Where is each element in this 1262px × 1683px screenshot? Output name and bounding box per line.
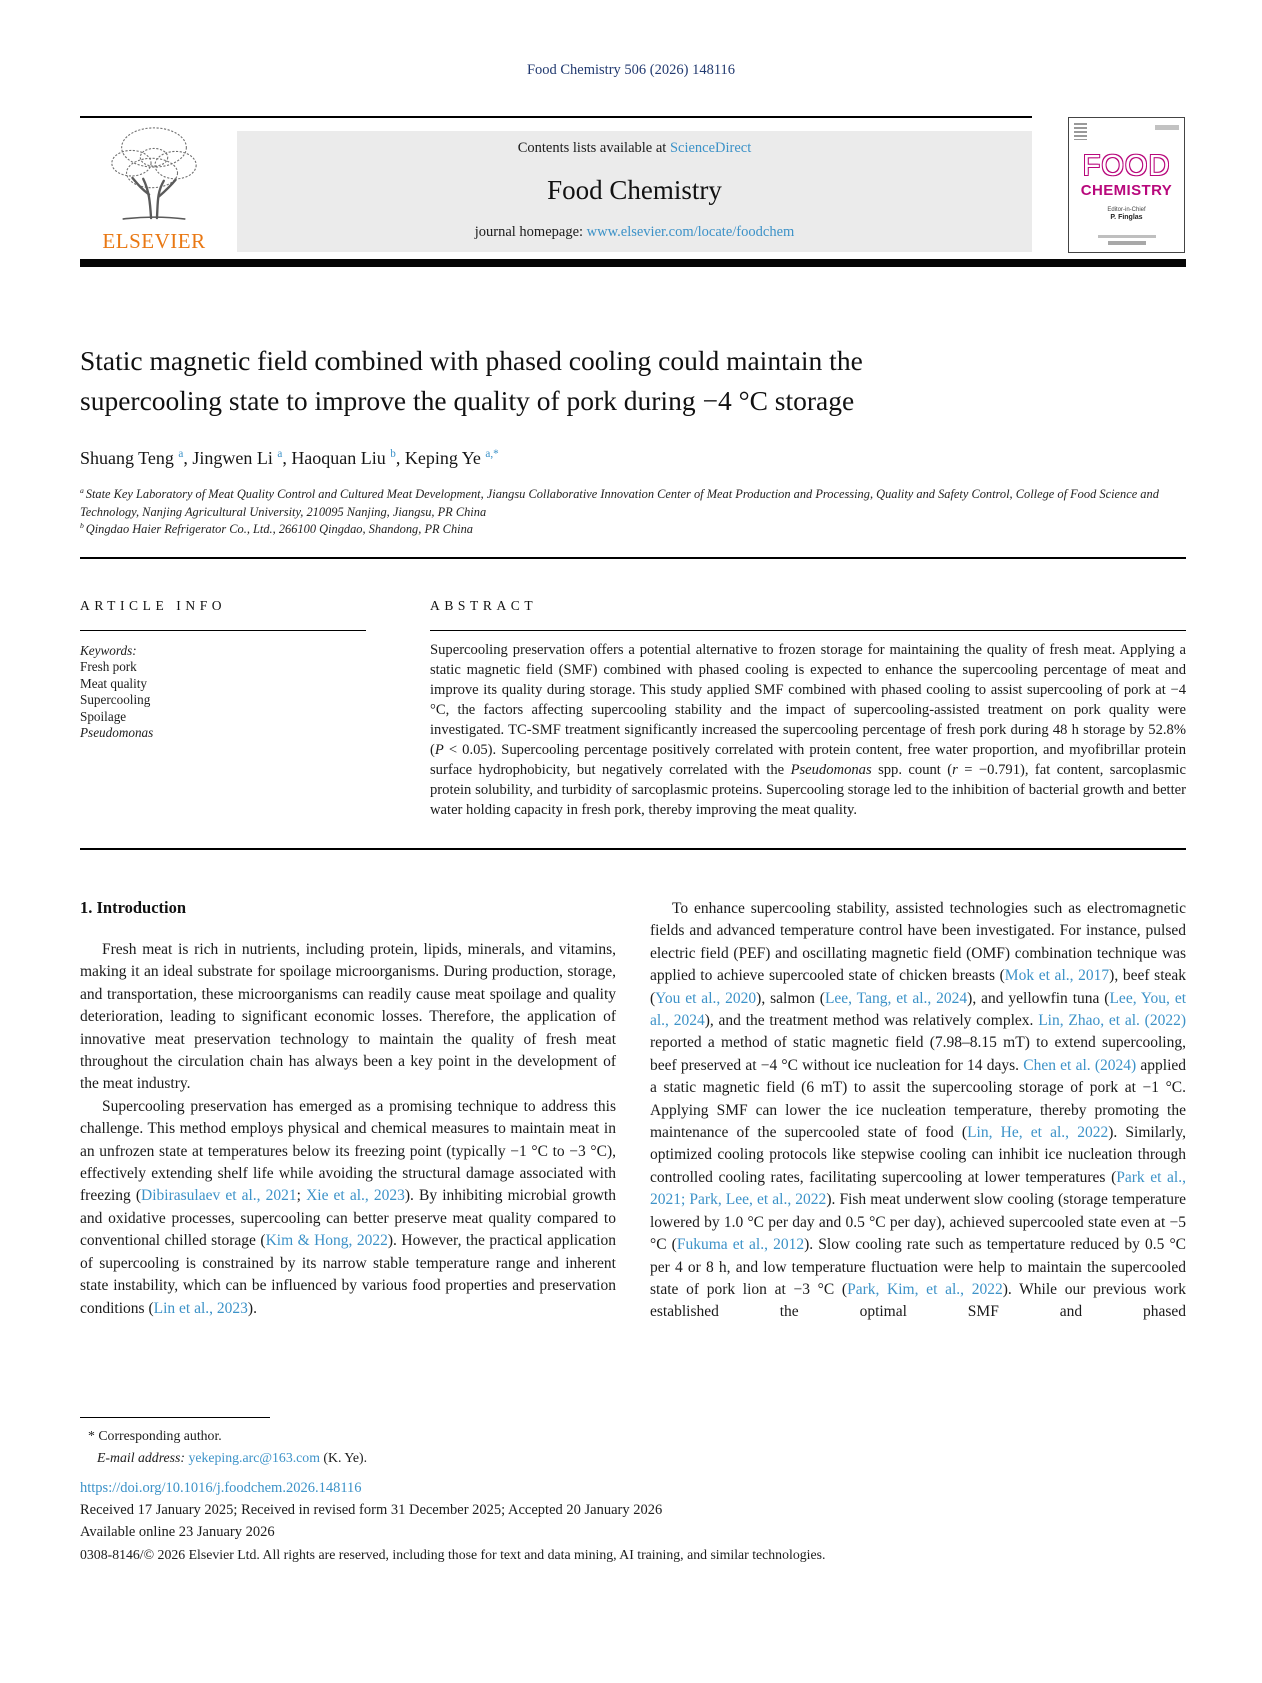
body-text: ). [247,1299,257,1317]
body-text: ; [296,1187,307,1205]
abstract-bottom-rule [80,848,1186,850]
citation-link[interactable]: Lee, Tang, et al., 2024 [824,989,968,1007]
article-title: Static magnetic field combined with phased cooling could maintain the supercooling state to improve the quality of pork during −4 °C storage [80,345,863,416]
affiliation-a [80,486,1186,521]
cover-title-food: FOOD [1082,150,1171,182]
abstract-text: Supercooling preservation offers a potential alternative to frozen storage for maintaining the quality of fresh meat. Applying a static magnetic field (SMF) combined with phased cooling is expected to enhance the supercooling percentage of meat and improve its quality during storage. This study applied SMF combined with phased cooling to assist supercooling of pork at −4 °C, the factors affecting supercooling stability and the impact of supercooling-assisted treatment on pork quality were investigated. TC-SMF treatment significantly increased the supercooling percentage of fresh pork during 48 h storage by 52.8% ( [430,642,1186,758]
body-text: reported a method of static magnetic field (7.98–8.15 mT) to extend supercooling, beef preserved at −4 °C without ice nucleation for 14 days. [650,1034,1186,1074]
body-text: ), and yellowfin tuna ( [967,989,1110,1007]
header-thick-bar [80,259,1186,267]
body-right-column [650,898,1186,1324]
citation-link[interactable]: Park, Kim, et al., 2022 [847,1280,1003,1298]
journal-banner [237,131,1032,252]
journal-title: Food Chemistry [547,175,722,205]
text-run: , [282,448,292,468]
citation-link[interactable]: You et al., 2020 [655,989,757,1007]
cover-title-chemistry: CHEMISTRY [1080,182,1173,199]
abstract-body [430,640,1186,820]
body-text: ). Slow cooling rate such as tempertature reduced by 0.5 °C per 4 or 8 h, and low temperature fluctuation were help to maintain the supercooled state of pork lion at −3 °C ( [650,1236,1186,1298]
abstract-rule [430,630,1186,631]
cover-bottom-bar [1098,235,1156,238]
body-text: ). However, the practical application of supercooling is constrained by its narrow stable temperature range and inherent state instability, which can be influenced by various food properties and preservation conditions ( [80,1232,616,1317]
doi-link[interactable]: https://doi.org/10.1016/j.foodchem.2026.148116 [80,1480,362,1496]
author-name: Shuang Teng [80,448,179,468]
author-line[interactable] [80,448,1080,469]
available-online-date: Available online 23 January 2026 [80,1524,275,1540]
keyword-item: Spoilage [80,708,127,724]
body-text: ), and the treatment method was relatively complex. [704,1012,1039,1030]
author-affil-sup[interactable]: a [277,448,283,460]
affil-text: State Key Laboratory of Meat Quality Control and Cultured Meat Development, Jiangsu Collaborative Innovation Center of Meat Production and Processing, Quality and Safety Control, College of Food Science and Technology, Nanjing Agricultural University, 210095 Nanjing, Jiangsu, PR China [80,487,1159,519]
received-dates: Received 17 January 2025; Received in revised form 31 December 2025; Accepted 20 January 2026 [80,1502,663,1518]
body-text: ), salmon ( [756,989,825,1007]
author-name: Haoquan Liu [291,448,391,468]
abstract-text: spp. count ( [871,762,953,778]
abstract-heading: ABSTRACT [430,598,538,613]
keyword-item: Pseudomonas [80,725,154,741]
intro-paragraph-2 [80,1096,616,1320]
body-text: To enhance supercooling stability, assisted technologies such as electromagnetic fields and advanced temperature control have been investigated. For instance, pulsed electric field (PEF) and oscillating magnetic field (OMF) combination technique was applied to achieve supercooled state of chicken breasts ( [650,900,1186,985]
author-name: Jingwen Li [192,448,278,468]
article-info-heading: ARTICLE INFO [80,598,227,613]
cover-sciencedirect-bar [1108,241,1146,245]
body-text: ). While our previous work established the optimal SMF and phased [650,1280,1187,1321]
cover-top-row [1069,118,1184,140]
abstract-italic: r [952,762,958,778]
citation-link[interactable]: Kim & Hong, 2022 [265,1232,388,1250]
body-text: applied a static magnetic field (6 mT) to assit the supercooling storage of pork at −1 °C. Applying SMF can lower the ice nucleation temperature, thereby promoting the maintenance of the supercooled state of food ( [650,1056,1187,1142]
author-affil-sup[interactable]: b [390,448,396,460]
header-top-rule [80,116,1032,118]
abstract-text: < 0.05). Supercooling percentage positively correlated with protein content, free water proportion, and myofibrillar protein surface hydrophobicity, but negatively correlated with the [430,742,1186,778]
info-section-top-rule [80,557,1186,559]
body-text: Supercooling preservation has emerged as a promising technique to address this challenge. This method employs physical and chemical measures to maintain meat in an unfrozen state at temperatures below its freezing point (typically −1 °C to −3 °C), effectively extending shelf life while avoiding the structural damage associated with freezing ( [80,1097,616,1205]
citation-link[interactable]: Fukuma et al., 2012 [676,1236,805,1254]
author-affil-sup[interactable]: a,* [485,448,499,460]
citation-link[interactable]: Xie et al., 2023 [306,1187,405,1205]
body-left-column [80,898,616,1320]
citation-link[interactable]: Chen et al. (2024) [1023,1056,1137,1074]
keyword-item: Meat quality [80,675,148,691]
body-text: ). Similarly, optimized cooling protocols like stepwise cooling can inhibit ice nucleation through controlled cooling rates, facilitating supercooling at lower temperatures ( [650,1124,1186,1186]
article-info-rule [80,630,366,631]
homepage-link[interactable]: www.elsevier.com/locate/foodchem [586,224,795,240]
keywords-block [80,643,380,741]
homepage-prefix: journal homepage: [474,224,587,240]
copyright-line: 0308-8146/© 2026 Elsevier Ltd. All rights are reserved, including those for text and data mining, AI training, and similar technologies. [80,1547,826,1562]
citation-link[interactable]: Lin, Zhao, et al. (2022) [1038,1012,1187,1030]
citation-link[interactable]: Dibirasulaev et al., 2021 [141,1187,297,1205]
elsevier-logo[interactable] [84,122,224,254]
footnote-rule [80,1417,270,1418]
keyword-item: Fresh pork [80,659,137,675]
contents-line [237,140,1032,157]
homepage-line [237,224,1032,241]
text-run: (K. Ye). [319,1450,368,1465]
body-text: ), beef steak ( [650,967,1187,1007]
text-run: , [183,448,193,468]
keyword-item: Supercooling [80,692,151,708]
email-line [97,1450,367,1466]
journal-reference: Food Chemistry 506 (2026) 148116 [526,62,736,78]
abstract-italic: Pseudomonas [790,762,872,778]
citation-link[interactable]: Lee, You, et al., 2024 [650,989,1187,1030]
affil-sup: b [80,520,86,530]
sciencedirect-link[interactable]: ScienceDirect [669,140,752,156]
cover-editor-name: P. Finglas [1110,214,1143,221]
email-label: E-mail address: [97,1450,189,1465]
cover-issn-bar [1155,125,1179,130]
abstract-italic: P [434,742,444,758]
contents-prefix: Contents lists available at [517,140,670,156]
text-run: , [395,448,405,468]
intro-paragraph-1: Fresh meat is rich in nutrients, including protein, lipids, minerals, and vitamins, making it an ideal substrate for spoilage microorganisms. During production, storage, and transportation, these microorganisms can readily cause meat spoilage and quality deterioration, leading to significant economic losses. Therefore, the application of innovative meat preservation technology to maintain the quality of fresh meat throughout the circulation chain has always been a key point in the development of the meat industry. [80,941,616,1093]
citation-link[interactable]: Mok et al., 2017 [1004,967,1110,985]
keywords-label: Keywords: [80,643,137,658]
email-link[interactable]: yekeping.arc@163.com [188,1450,320,1465]
affil-text: Qingdao Haier Refrigerator Co., Ltd., 266100 Qingdao, Shandong, PR China [85,522,473,536]
citation-link[interactable]: Park et al., 2021; Park, Lee, et al., 2022 [650,1168,1186,1209]
intro-paragraph-3 [650,898,1186,1324]
cover-editor-block [1069,206,1184,222]
journal-cover-thumbnail[interactable] [1068,117,1185,253]
elsevier-tree-icon [95,122,213,222]
citation-link[interactable]: Lin et al., 2023 [153,1299,248,1317]
abstract-text: = −0.791), fat content, sarcoplasmic protein solubility, and turbidity of sarcoplasmic proteins. Supercooling storage led to the inhibition of bacterial growth and better water holding capacity in fresh pork, thereby improving the meat quality. [430,762,1186,818]
elsevier-wordmark: ELSEVIER [102,229,206,253]
body-text: ). By inhibiting microbial growth and oxidative processes, supercooling can better preserve meat quality compared to conventional chilled storage ( [80,1187,616,1250]
cover-publisher-mini-logo [1074,123,1087,140]
author-affil-sup[interactable]: a [178,448,184,460]
cover-editor-label: Editor-in-Chief [1107,207,1146,213]
cover-bottom-block [1069,235,1184,245]
introduction-heading: 1. Introduction [80,898,187,917]
corresponding-author-note: * Corresponding author. [88,1428,222,1443]
citation-link[interactable]: Lin, He, et al., 2022 [967,1124,1109,1142]
affil-sup: a [80,485,86,495]
author-name: Keping Ye [404,448,486,468]
affiliation-b [80,521,1186,539]
affiliations [80,486,1186,539]
body-text: ). Fish meat underwent slow cooling (storage temperature lowered by 1.0 °C per day and 0.5 °C per day), achieved supercooled state even at −5 °C ( [650,1191,1186,1254]
